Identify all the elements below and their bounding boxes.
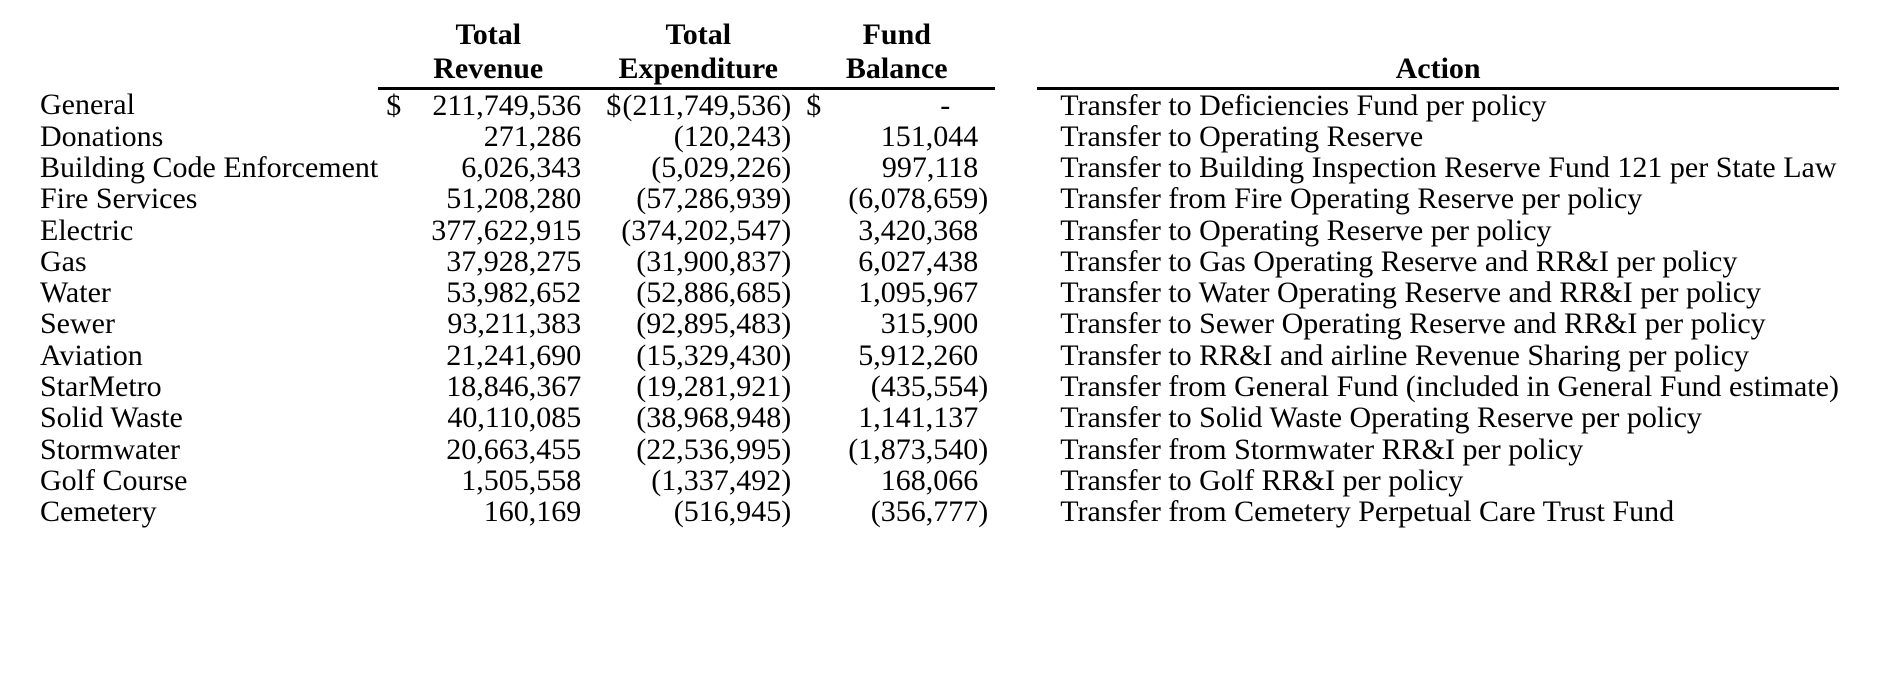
column-gap — [995, 371, 1037, 402]
balance-value: 6,027,438 — [858, 244, 979, 278]
column-gap — [995, 183, 1037, 214]
table-row-starmetro — [35, 371, 1839, 402]
balance-cell — [798, 402, 995, 433]
column-gap — [995, 340, 1037, 371]
balance-value: 168,066 — [880, 463, 979, 497]
fund-name-cell: Gas — [40, 244, 87, 278]
balance-value: (435,554) — [870, 370, 989, 404]
revenue-cell — [378, 433, 598, 464]
fund-name-cell: Cemetery — [40, 495, 157, 529]
expenditure-value: (374,202,547) — [621, 213, 792, 247]
dollar-sign: $ — [806, 88, 822, 122]
revenue-value: 160,169 — [483, 495, 582, 529]
revenue-cell — [378, 277, 598, 308]
revenue-cell — [378, 152, 598, 183]
revenue-value: 20,663,455 — [446, 432, 582, 466]
column-gap — [995, 214, 1037, 245]
expenditure-value: (5,029,226) — [651, 150, 792, 184]
expenditure-cell — [598, 433, 798, 464]
balance-value: 1,141,137 — [858, 401, 979, 435]
table-row-water — [35, 277, 1839, 308]
balance-cell — [798, 308, 995, 339]
total-expenditure-header-line2: Expenditure — [598, 50, 798, 88]
fund-name-cell: Stormwater — [40, 432, 180, 466]
balance-value: 5,912,260 — [858, 338, 979, 372]
balance-value: (1,873,540) — [848, 432, 989, 466]
expenditure-cell — [598, 246, 798, 277]
balance-cell — [798, 152, 995, 183]
balance-cell — [798, 371, 995, 402]
revenue-cell — [378, 183, 598, 214]
expenditure-cell — [598, 183, 798, 214]
table-row-electric — [35, 214, 1839, 245]
fund-name-header-spacer — [35, 50, 378, 88]
column-gap — [995, 277, 1037, 308]
fund-name-cell: General — [40, 87, 135, 121]
expenditure-cell — [598, 214, 798, 245]
revenue-value: 18,846,367 — [446, 370, 582, 404]
balance-value: - — [940, 88, 951, 122]
header-row-2 — [35, 50, 1839, 88]
column-gap — [995, 308, 1037, 339]
column-gap — [995, 121, 1037, 152]
total-revenue-header-line2: Revenue — [378, 50, 598, 88]
column-gap — [995, 496, 1037, 527]
fund-name-cell: Water — [40, 276, 111, 310]
header-row-1 — [35, 16, 1839, 50]
dollar-sign: $ — [386, 88, 402, 122]
action-cell: Transfer to Building Inspection Reserve Fund 121 per State Law — [1060, 150, 1837, 184]
expenditure-cell — [598, 308, 798, 339]
column-gap — [995, 88, 1037, 121]
column-gap — [995, 50, 1037, 88]
total-expenditure-header-line1: Total — [665, 18, 732, 51]
expenditure-value: (22,536,995) — [636, 432, 792, 466]
revenue-cell — [378, 246, 598, 277]
fund-name-cell: Electric — [40, 213, 134, 247]
fund-name-cell: Building Code Enforcement — [40, 150, 379, 184]
table-row-solid-waste — [35, 402, 1839, 433]
balance-value: 1,095,967 — [858, 276, 979, 310]
total-revenue-header-line1: Total — [455, 18, 522, 51]
balance-value: (356,777) — [870, 495, 989, 529]
revenue-cell — [378, 214, 598, 245]
revenue-cell — [378, 308, 598, 339]
fund-name-cell: Golf Course — [40, 463, 188, 497]
revenue-value: 21,241,690 — [446, 338, 582, 372]
expenditure-value: (52,886,685) — [636, 276, 792, 310]
expenditure-cell — [598, 371, 798, 402]
column-gap — [995, 152, 1037, 183]
table-row-general — [35, 88, 1839, 121]
balance-cell — [798, 183, 995, 214]
balance-cell — [798, 496, 995, 527]
expenditure-value: (120,243) — [673, 119, 792, 153]
balance-cell — [798, 277, 995, 308]
revenue-value: 211,749,536 — [432, 88, 582, 122]
table-row-cemetery — [35, 496, 1839, 527]
revenue-value: 271,286 — [483, 119, 582, 153]
table-row-gas — [35, 246, 1839, 277]
expenditure-cell — [598, 402, 798, 433]
balance-value: 151,044 — [880, 119, 979, 153]
expenditure-value: (516,945) — [673, 495, 792, 529]
action-cell: Transfer from Stormwater RR&I per policy — [1060, 432, 1584, 466]
action-cell: Transfer from Fire Operating Reserve per policy — [1060, 182, 1643, 216]
table-row-golf-course — [35, 465, 1839, 496]
expenditure-value: (38,968,948) — [636, 401, 792, 435]
revenue-value: 51,208,280 — [446, 182, 582, 216]
balance-value: (6,078,659) — [848, 182, 989, 216]
expenditure-value: (15,329,430) — [636, 338, 792, 372]
action-cell: Transfer to Operating Reserve — [1060, 119, 1424, 153]
action-cell: Transfer to Solid Waste Operating Reserve per policy — [1060, 401, 1702, 435]
action-cell: Transfer to Golf RR&I per policy — [1060, 463, 1464, 497]
fund-balance-header-line2: Balance — [798, 50, 995, 88]
revenue-cell — [378, 465, 598, 496]
revenue-value: 377,622,915 — [431, 213, 582, 247]
fund-name-cell: StarMetro — [40, 370, 162, 404]
fund-name-cell: Fire Services — [40, 182, 198, 216]
table-row-sewer — [35, 308, 1839, 339]
column-gap — [995, 465, 1037, 496]
action-cell: Transfer to Gas Operating Reserve and RR&I per policy — [1060, 244, 1738, 278]
revenue-value: 40,110,085 — [447, 401, 582, 435]
expenditure-value: (31,900,837) — [636, 244, 792, 278]
expenditure-value: (19,281,921) — [636, 370, 792, 404]
action-cell: Transfer to RR&I and airline Revenue Sharing per policy — [1060, 338, 1750, 372]
table-row-donations — [35, 121, 1839, 152]
revenue-cell — [378, 121, 598, 152]
expenditure-value: (92,895,483) — [636, 307, 792, 341]
revenue-value: 1,505,558 — [461, 463, 582, 497]
revenue-cell — [378, 496, 598, 527]
fund-name-cell: Sewer — [40, 307, 115, 341]
expenditure-value: (57,286,939) — [636, 182, 792, 216]
table-body — [35, 88, 1839, 527]
fund-transfers-table — [35, 16, 1839, 527]
expenditure-cell — [598, 88, 798, 121]
action-cell: Transfer from General Fund (included in General Fund estimate) — [1060, 370, 1839, 404]
revenue-value: 6,026,343 — [461, 150, 582, 184]
table-row-fire-services — [35, 183, 1839, 214]
column-gap — [995, 402, 1037, 433]
fund-name-cell: Donations — [40, 119, 164, 153]
action-cell: Transfer to Deficiencies Fund per policy — [1060, 88, 1547, 122]
fund-name-header-spacer — [35, 16, 378, 50]
action-cell: Transfer from Cemetery Perpetual Care Trust Fund — [1060, 495, 1675, 529]
balance-cell — [798, 214, 995, 245]
balance-cell — [798, 433, 995, 464]
revenue-value: 53,982,652 — [446, 276, 582, 310]
expenditure-value: (1,337,492) — [651, 463, 792, 497]
balance-value: 997,118 — [881, 150, 979, 184]
revenue-value: 93,211,383 — [447, 307, 582, 341]
action-cell: Transfer to Water Operating Reserve and RR&I per policy — [1060, 276, 1762, 310]
column-gap — [995, 246, 1037, 277]
table-row-building-code-enforcement — [35, 152, 1839, 183]
expenditure-cell — [598, 465, 798, 496]
expenditure-cell — [598, 496, 798, 527]
action-cell: Transfer to Sewer Operating Reserve and RR&I per policy — [1060, 307, 1766, 341]
expenditure-cell — [598, 152, 798, 183]
balance-cell — [798, 340, 995, 371]
action-header: Action — [1037, 50, 1839, 88]
expenditure-cell — [598, 340, 798, 371]
balance-value: 3,420,368 — [858, 213, 979, 247]
balance-cell — [798, 465, 995, 496]
revenue-cell — [378, 340, 598, 371]
revenue-cell — [378, 402, 598, 433]
balance-value: 315,900 — [880, 307, 979, 341]
revenue-cell — [378, 371, 598, 402]
fund-balance-header-line1: Fund — [862, 18, 931, 51]
revenue-value: 37,928,275 — [446, 244, 582, 278]
expenditure-value: (211,749,536) — [622, 88, 792, 122]
action-header-spacer — [1037, 16, 1839, 50]
dollar-sign: $ — [606, 88, 622, 122]
column-gap — [995, 433, 1037, 464]
table-row-aviation — [35, 340, 1839, 371]
fund-name-cell: Aviation — [40, 338, 143, 372]
column-gap — [995, 16, 1037, 50]
balance-cell — [798, 121, 995, 152]
action-cell: Transfer to Operating Reserve per policy — [1060, 213, 1552, 247]
fund-name-cell: Solid Waste — [40, 401, 183, 435]
revenue-cell — [378, 88, 598, 121]
expenditure-cell — [598, 277, 798, 308]
balance-cell — [798, 88, 995, 121]
table-row-stormwater — [35, 433, 1839, 464]
expenditure-cell — [598, 121, 798, 152]
balance-cell — [798, 246, 995, 277]
